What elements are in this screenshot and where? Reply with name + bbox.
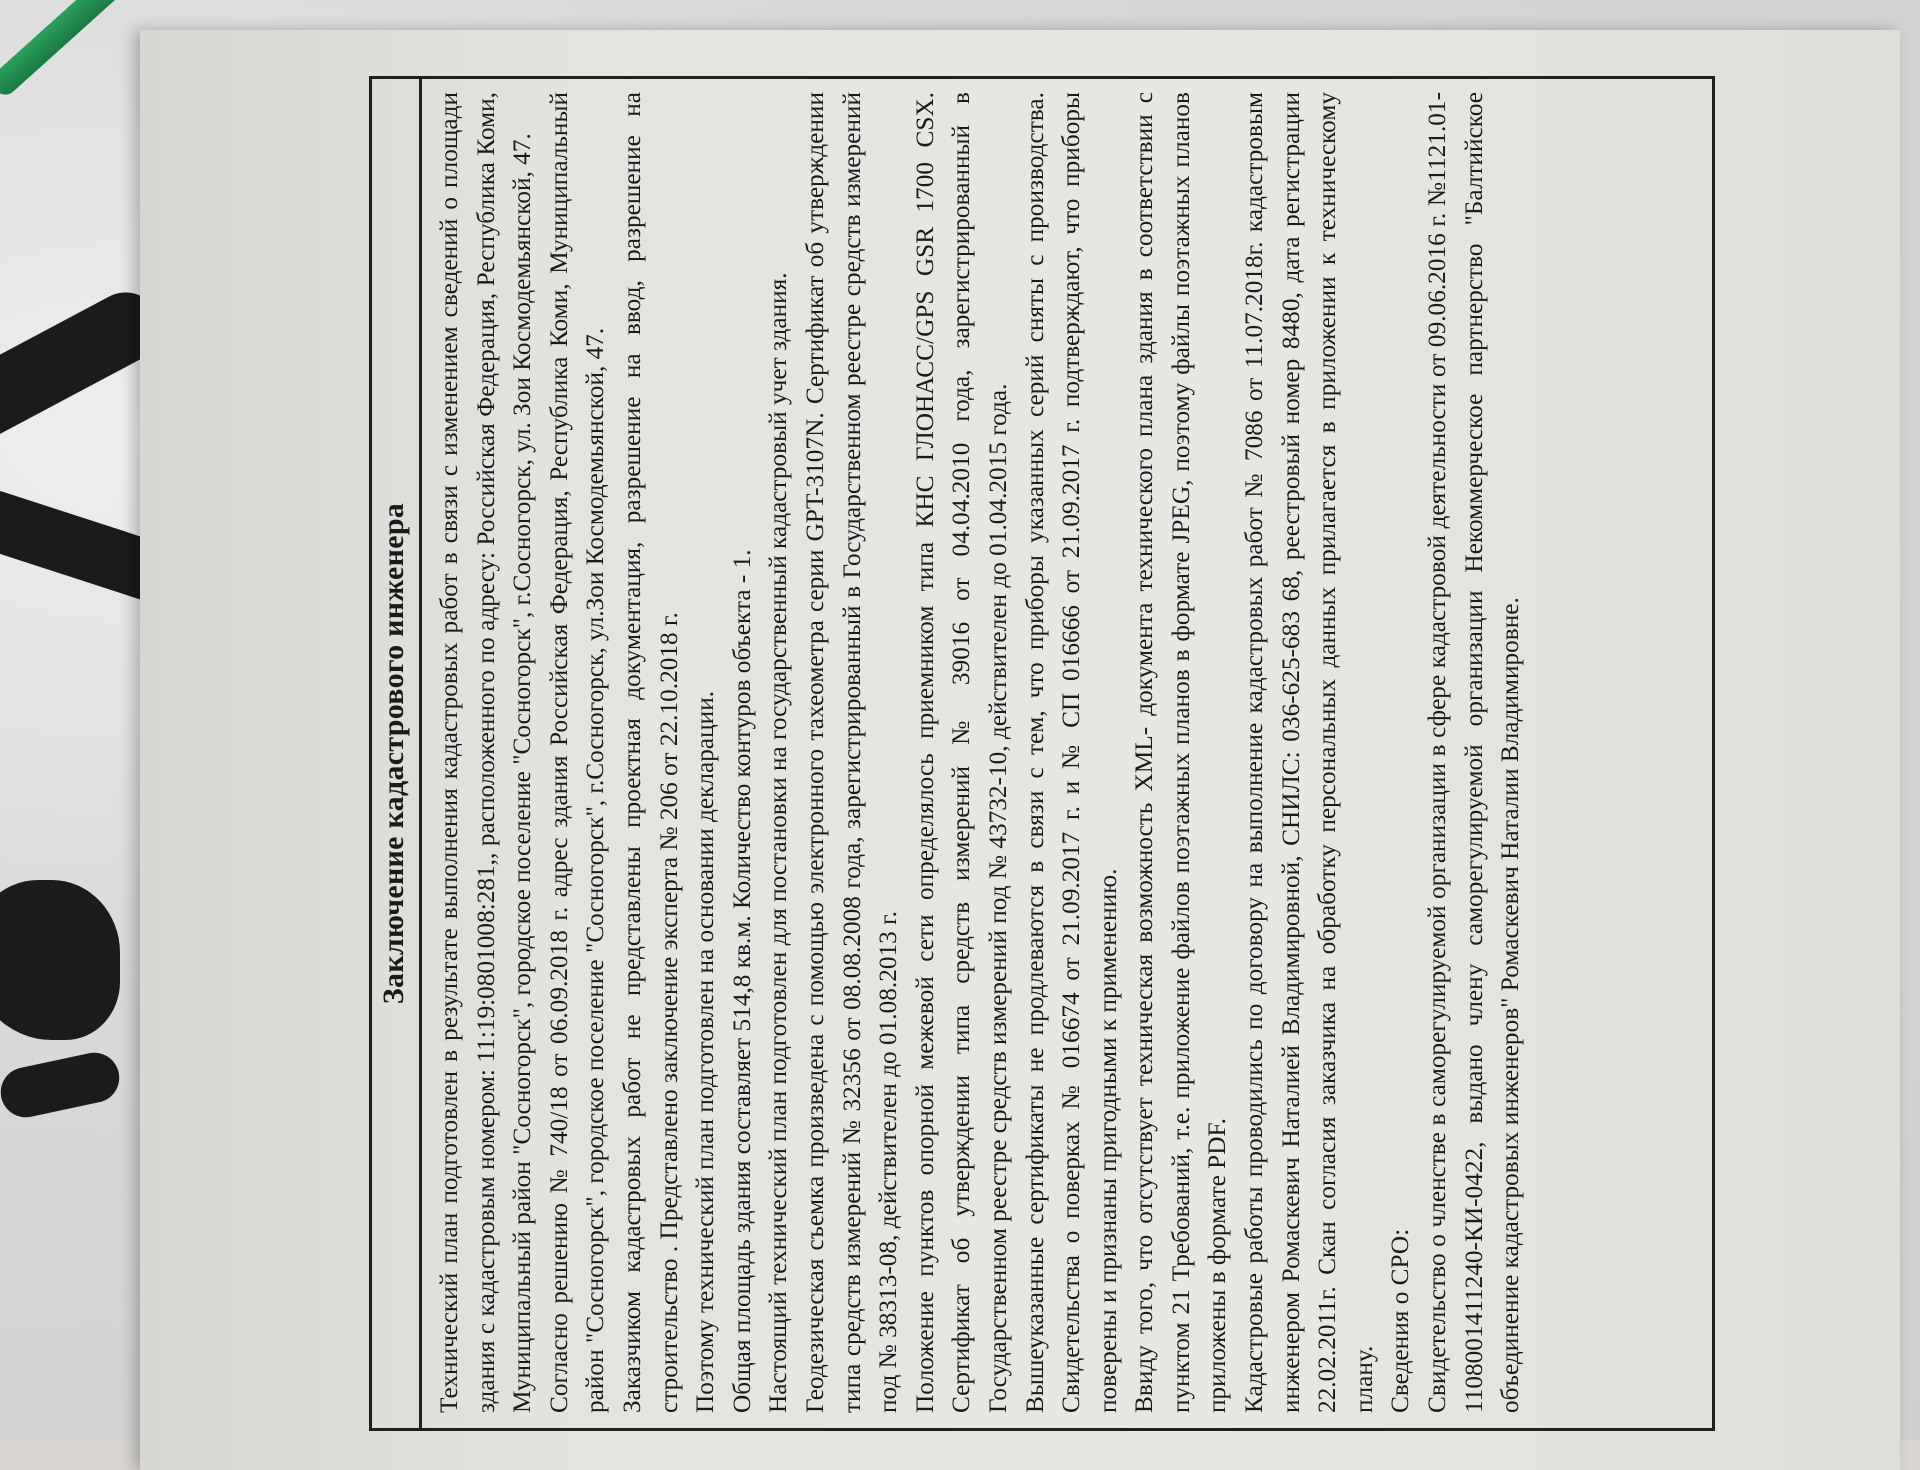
document-body <box>431 92 1707 1413</box>
paragraph-address-decision: Согласно решению № 740/18 от 06.09.2018 г. адрес здания Российская Федерация, Республика Коми, Муниципальный район "Сосногорск", городское поселение "Сосногорск", г.Сосногорск, ул.Зои Космодемьянской, 47. <box>544 92 610 1413</box>
document-title: Заключение кадастрового инженера <box>377 502 410 1005</box>
paper-sheet <box>140 30 1900 1470</box>
paragraph-xml-note: Ввиду того, что отсутствует техническая возможность XML- документа технического плана здания в соответствии с пунктом 21 Требований, т.е. приложение файлов поэтажных планов в формате JPEG, поэтому файлы поэтажных планов приложены в формате PDF. <box>1130 92 1232 1413</box>
paragraph-contract: Кадастровые работы проводились по договору на выполнение кадастровых работ № 7086 от 11.07.2018г. кадастровым инженером Ромаскевич Наталией Владимировной, СНИЛС: 036-625-683 68, реестровый номер 8480, дата регистрации 22.02.2011г. Скан согласия заказчика на обработку персональных данных прилагается в приложении к техническому плану. <box>1240 92 1378 1413</box>
paragraph-sro-heading: Сведения о СРО: <box>1386 1228 1415 1413</box>
document-page <box>369 76 1715 1431</box>
green-pen <box>0 0 153 100</box>
paragraph-area: Общая площадь здания составляет 514,8 кв.м. Количество контуров объекта - 1. <box>727 549 756 1413</box>
paragraph-purpose: Технический план подготовлен в результате выполнения кадастровых работ в связи с изменением сведений о площади здания с кадастровым номером: 11:19:0801008:281,, расположенного по адресу: Российская Федерация, Республика Коми, Муниципальный район "Сосногорск", городское поселение "Сосногорск", г.Сосногорск, ул. Зои Космодемьянской, 47. <box>435 92 537 1413</box>
paragraph-declaration: Поэтому технический план подготовлен на основании декларации. <box>691 690 720 1413</box>
fabric-pattern <box>0 1048 124 1122</box>
paragraph-geodetic-survey: Геодезическая съемка произведена с помощью электронного тахеометра серии GPT-3107N. Сертификат об утверждении типа средств измерений № 32356 от 08.08.2008 года, зарегистрированный в Государственном реестре средств измерений под № 38313-08, действителен до 01.08.2013 г. <box>800 92 903 1413</box>
paragraph-purpose-registration: Настоящий технический план подготовлен для постановки на государственный кадастровый учет здания. <box>764 272 793 1413</box>
title-row <box>369 76 422 1431</box>
paragraph-reference-points: Положение пунктов опорной межевой сети определялось приемником типа КНС ГЛОНАСС/GPS GSR 1700 CSX. Сертификат об утверждении типа средств измерений № 39016 от 04.04.2010 года, зарегистрированный в Государственном реестре средств измерений под № 43732-10, действителен до 01.04.2015 года. <box>910 92 1012 1413</box>
fabric-pattern <box>0 880 120 1040</box>
paragraph-certificates: Вышеуказанные сертификаты не продлеваются в связи с тем, что приборы указанных серий сняты с производства. Свидетельства о поверках № 016674 от 21.09.2017 г. и № СП 016666 от 21.09.2017 г. подтверждают, что приборы поверены и признаны пригодными к применению. <box>1020 92 1122 1413</box>
paragraph-sro-membership: Свидетельство о членстве в саморегулируемой организации в сфере кадастровой деятельности от 09.06.2016 г. №1121.01-1108001411240-КИ-0422, выдано члену саморегулируемой организации Некоммерческое партнерство "Балтийское объединение кадастровых инженеров" Ромаскевич Наталии Владимировне. <box>1423 92 1525 1413</box>
paragraph-documents: Заказчиком кадастровых работ не представлены проектная документация, разрешение на ввод, разрешение на строительство . Представлено заключение эксперта № 206 от 22.10.2018 г. <box>617 92 683 1413</box>
